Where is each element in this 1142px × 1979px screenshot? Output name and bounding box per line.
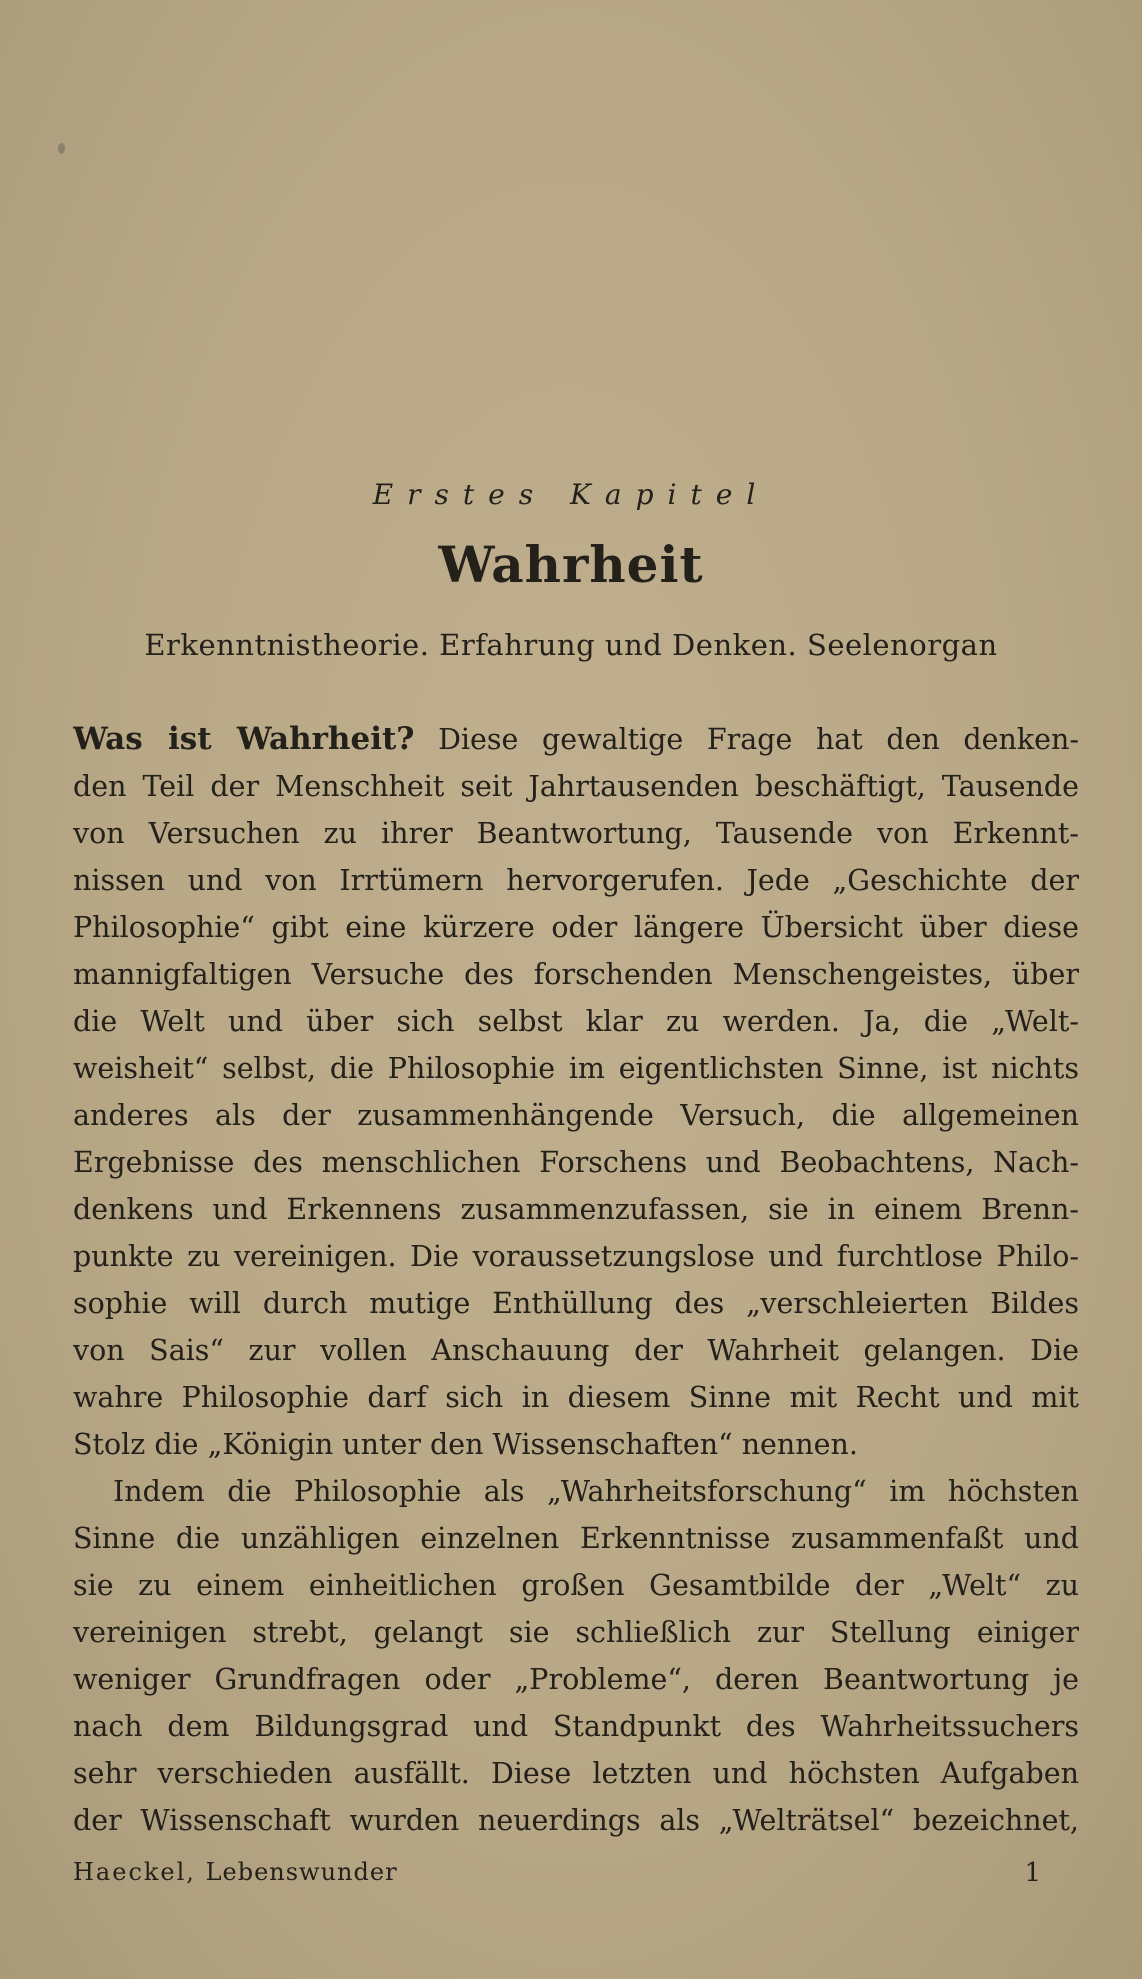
text-line bbox=[73, 716, 1079, 763]
line-text: Diese gewaltige Frage hat den denken- bbox=[438, 723, 1079, 756]
text-line: von Sais“ zur vollen Anschauung der Wahrheit gelangen. Die bbox=[73, 1334, 1079, 1367]
text-line: weniger Grundfragen oder „Probleme“, deren Beantwortung je bbox=[73, 1663, 1079, 1696]
text-line: von Versuchen zu ihrer Beantwortung, Tausende von Erkennt- bbox=[73, 817, 1079, 850]
page-footer bbox=[73, 1858, 1041, 1894]
text-line: punkte zu vereinigen. Die voraussetzungslose und furchtlose Philo- bbox=[73, 1240, 1079, 1273]
text-line: sie zu einem einheitlichen großen Gesamtbilde der „Welt“ zu bbox=[73, 1569, 1079, 1602]
text-line: nissen und von Irrtümern hervorgerufen. Jede „Geschichte der bbox=[73, 864, 1079, 897]
body-text bbox=[73, 716, 1079, 1844]
text-line: der Wissenschaft wurden neuerdings als „Welträtsel“ bezeichnet, bbox=[73, 1804, 1079, 1837]
text-line: den Teil der Menschheit seit Jahrtausenden beschäftigt, Tausende bbox=[73, 770, 1079, 803]
text-line: sehr verschieden ausfällt. Diese letzten und höchsten Aufgaben bbox=[73, 1757, 1079, 1790]
text-line: Sinne die unzähligen einzelnen Erkenntnisse zusammenfaßt und bbox=[73, 1522, 1079, 1555]
footer-signature bbox=[73, 1858, 398, 1886]
footer-author: Haeckel, bbox=[73, 1858, 196, 1886]
text-line: die Welt und über sich selbst klar zu werden. Ja, die „Welt- bbox=[73, 1005, 1079, 1038]
text-line: vereinigen strebt, gelangt sie schließlich zur Stellung einiger bbox=[73, 1616, 1079, 1649]
chapter-subtitle: Erkenntnistheorie. Erfahrung und Denken. Seelenorgan bbox=[144, 628, 998, 662]
paper-blemish bbox=[58, 143, 65, 154]
footer-title: Lebenswunder bbox=[205, 1858, 398, 1886]
text-line: sophie will durch mutige Enthüllung des „verschleierten Bildes bbox=[73, 1287, 1079, 1320]
lead-question: Was ist Wahrheit? bbox=[73, 721, 415, 757]
page-number: 1 bbox=[1024, 1858, 1041, 1888]
text-line: Ergebnisse des menschlichen Forschens und Beobachtens, Nach- bbox=[73, 1146, 1079, 1179]
text-line: weisheit“ selbst, die Philosophie im eigentlichsten Sinne, ist nichts bbox=[73, 1052, 1079, 1085]
text-line: denkens und Erkennens zusammenzufassen, sie in einem Brenn- bbox=[73, 1193, 1079, 1226]
text-line: Indem die Philosophie als „Wahrheitsforschung“ im höchsten bbox=[113, 1475, 1079, 1508]
text-line: anderes als der zusammenhängende Versuch, die allgemeinen bbox=[73, 1099, 1079, 1132]
chapter-title: Wahrheit bbox=[438, 535, 704, 594]
text-line: Philosophie“ gibt eine kürzere oder längere Übersicht über diese bbox=[73, 911, 1079, 944]
text-line: wahre Philosophie darf sich in diesem Sinne mit Recht und mit bbox=[73, 1381, 1079, 1414]
chapter-label: Erstes Kapitel bbox=[372, 478, 770, 511]
text-line: nach dem Bildungsgrad und Standpunkt des Wahrheitssuchers bbox=[73, 1710, 1079, 1743]
text-line: Stolz die „Königin unter den Wissenschaften“ nennen. bbox=[73, 1428, 858, 1461]
text-line: mannigfaltigen Versuche des forschenden Menschengeistes, über bbox=[73, 958, 1079, 991]
